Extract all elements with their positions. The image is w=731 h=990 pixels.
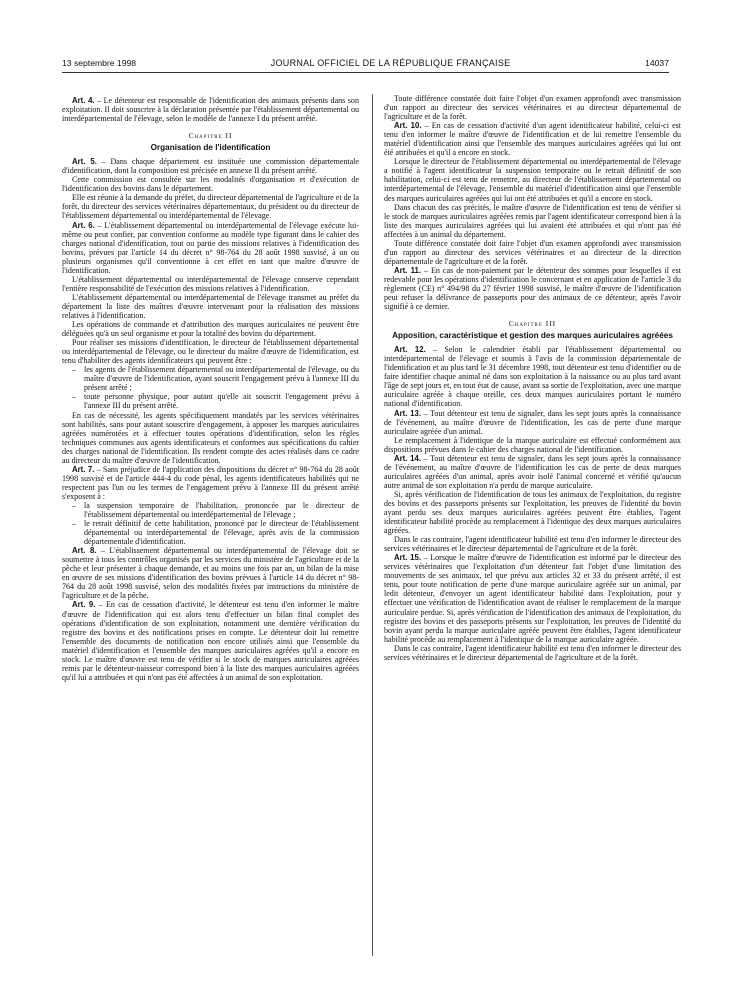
header-page-number: 14037 [645,58,669,68]
article-label: Art. 12. [394,345,426,355]
paragraph: Toute différence constatée doit faire l'objet d'un examen approfondi avec transmission d'un rapport au directeur des services vétérinaires et au directeur de la direction départementale de l'agriculture et de la forêt. [384,238,681,266]
paragraph: Si, après vérification de l'identification de tous les animaux de l'exploitation, du registre des bovins et des passeports présents sur l'exploitation, les preuves de l'identité du bovin ayant perdu ses deux marques auriculaires agréées peuvent être établies, l'agent identificateur habilité procède au remplacement à l'identique des deux marques auriculaires agréées. [384,489,681,536]
list-item: – la suspension temporaire de l'habilitation, prononcée par le directeur de l'établissement départemental ou interdépartemental de l'élevage ; [84,501,359,519]
article-label: Art. 13. [394,408,421,418]
article-label: Art. 11. [394,265,421,275]
header-date: 13 septembre 1998 [62,58,137,68]
column-divider [372,94,373,956]
paragraph: L'établissement départemental ou interdépartemental de l'élevage transmet au préfet du département la liste des maîtres d'œuvre intervenant pour la réalisation des missions relatives à l'identification. [62,292,359,320]
article-13: Art. 13. – Tout détenteur est tenu de signaler, dans les sept jours après la connaissance de l'événement, au maître d'œuvre de l'identification, les cas de perte d'une marque auriculaire agréée d'un animal. [384,408,681,436]
chapter-heading: Chapitre II [188,131,233,141]
dash-list [62,365,359,410]
article-label: Art. 10. [394,121,422,131]
list-item: – le retrait définitif de cette habilitation, prononcé par le directeur de l'établissement départemental ou interdépartemental de l'élevage, après avis de la commission départementale d'identification. [84,519,359,546]
article-11: Art. 11. – En cas de non-paiement par le détenteur des sommes pour lesquelles il est redevable pour les opérations d'identification le concernant et en application de l'article 3 du règlement (CE) n° 494/98 du 27 février 1998 susvisé, le maître d'œuvre de l'identification peut refuser la délivrance de passeports pour des animaux de ce détenteur, après l'avoir signifié à ce dernier. [384,265,681,312]
list-item: – les agents de l'établissement départemental ou interdépartemental de l'élevage, ou du maître d'œuvre de l'identification, ayant souscrit l'engagement prévu à l'annexe III du présent arrêté ; [84,365,359,392]
list-item: – toute personne physique, pour autant qu'elle ait souscrit l'engagement prévu à l'annexe III du présent arrêté. [84,392,359,410]
paragraph: Elle est réunie à la demande du préfet, du directeur départemental de l'agriculture et de la forêt, du directeur des services vétérinaires départementaux, du président ou du directeur de l'établissement départemental ou interdépartemental de l'élevage. [62,193,359,221]
paragraph: Dans le cas contraire, l'agent identificateur habilité est tenu d'en informer le directeur des services vétérinaires et le directeur départemental de l'agriculture et de la forêt. [384,643,681,662]
article-7: Art. 7. – Sans préjudice de l'application des dispositions du décret n° 98-764 du 28 août 1998 susvisé et de l'article 444-4 du code pénal, les agents identificateurs habilités qui ne respectent pas l'un ou les termes de l'engagement prévu à l'annexe III du présent arrêté s'exposent à : [62,464,359,501]
section-title: Apposition, caractéristique et gestion des marques auriculaires agréées [392,331,673,341]
header-rule [62,72,669,73]
article-6: Art. 6. – L'établissement départemental ou interdépartemental de l'élevage exécute lui-même ou peut confier, par convention conforme au modèle type figurant dans le cahier des charges national d'identification, tout ou partie des missions relatives à l'identification des bovins, prévues par l'article 14 du décret n° 98-764 du 28 août 1998 susvisé, à un ou plusieurs organismes qu'il conventionne à cet effet en tant que maître d'œuvre de l'identification. [62,220,359,275]
article-label: Art. 4. [72,96,95,105]
paragraph: L'établissement départemental ou interdépartemental de l'élevage conserve cependant l'entière responsabilité de l'exécution des missions relatives à l'identification. [62,274,359,293]
article-label: Art. 5. [72,157,97,167]
article-12: Art. 12. – Selon le calendrier établi par l'établissement départemental ou interdépartemental de l'élevage et soumis à l'avis de la commission départementale de l'identification et au plus tard le 31 décembre 1998, tout détenteur est tenu d'identifier ou de faire identifier chaque animal né dans son exploitation à la naissance ou au plus tard avant l'âge de sept jours et, en tout état de cause, avant sa sortie de l'exploitation, avec une marque auriculaire agréée à chaque oreille, ces deux marques auriculaires portant le numéro national d'identification. [384,345,682,409]
paragraph: Les opérations de commande et d'attribution des marques auriculaires ne peuvent être déléguées qu'à un seul organisme et pour la totalité des bovins du département. [62,320,359,339]
article-15: Art. 15. – Lorsque le maître d'œuvre de l'identification est informé par le directeur des services vétérinaires que l'exploitation d'un détenteur fait l'objet d'une limitation des mouvements de ses animaux, tel que prévu aux articles 32 et 33 du présent arrêté, il est tenu, pour toute notification de perte d'une marque auriculaire agréée sur un animal, par ledit détenteur, d'envoyer un agent identificateur habilité dans l'exploitation, pour y effectuer une vérification de l'identification avant de réaliser le remplacement de la marque auriculaire perdue. Si, après vérification de l'identification des animaux de l'exploitation, du registre des bovins et des passeports présents sur l'exploitation, les preuves de l'identité du bovin ayant perdu la marque auriculaire agréée peuvent être établies, l'agent identificateur habilité procède au remplacement à l'identique de la marque auriculaire agréée. [384,553,681,644]
right-column [384,94,681,662]
section-title: Organisation de l'identification [150,143,271,153]
article-5: Art. 5. – Dans chaque département est instituée une commission départementale d'identification, dont la composition est précisée en annexe II du présent arrêté. [62,157,359,176]
page-header [62,56,669,70]
article-8: Art. 8. – L'établissement départemental ou interdépartemental de l'élevage doit se soumettre à tous les contrôles organisés par les services du ministère de l'agriculture et de la pêche et leur présenter à chaque demande, et au moins une fois par an, un bilan de la mise en œuvre de ses missions d'identification des bovins prévues à l'article 14 du décret n° 98-764 du 28 août 1998 susvisé, selon des modalités fixées par instructions du ministère de l'agriculture et de la pêche. [62,546,359,601]
article-label: Art. 8. [72,546,97,556]
header-title: JOURNAL OFFICIEL DE LA RÉPUBLIQUE FRANÇAISE [270,58,511,68]
article-label: Art. 6. [72,220,95,230]
article-label: Art. 9. [72,600,96,610]
article-14: Art. 14. – Tout détenteur est tenu de signaler, dans les sept jours après la connaissance de l'événement, au maître d'œuvre de l'identification les cas de perte de deux marques auriculaires agréées d'un animal, après avoir isolé l'animal concerné et vérifié qu'aucun autre animal de son exploitation n'a perdu de marque auriculaire. [384,453,681,490]
article-4: Art. 4. – Le détenteur est responsable de l'identification des animaux présents dans son exploitation. Il doit souscrire à la déclaration présentée par l'établissement départemental ou interdépartemental de l'élevage, selon le modèle de l'annexe I du présent arrêté. [62,96,359,124]
paragraph: Lorsque le directeur de l'établissement départemental ou interdépartemental de l'élevage a notifié à l'agent identificateur la suspension temporaire ou le retrait définitif de son habilitation, celui-ci est tenu de remettre, au directeur de l'établissement départemental ou interdépartemental de l'élevage, l'ensemble du matériel d'identification ainsi que l'ensemble des marques auriculaires agréées qui lui ont été attribuées et qu'il a encore en stock. [384,157,681,203]
article-10: Art. 10. – En cas de cessation d'activité d'un agent identificateur habilité, celui-ci est tenu d'en informer le maître d'œuvre de l'identification et de lui remettre l'ensemble du matériel d'identification ainsi que l'ensemble des marques auriculaires agréées qui lui ont été attribuées et qu'il a encore en stock. [384,121,682,158]
article-label: Art. 7. [72,464,95,474]
paragraph: Pour réaliser ses missions d'identification, le directeur de l'établissement départemental ou interdépartemental de l'élevage, ou le directeur du maître d'œuvre de l'identification, est tenu d'habiliter des agents identificateurs qui peuvent être : [62,338,359,366]
paragraph: Le remplacement à l'identique de la marque auriculaire est effectué conformément aux dispositions prévues dans le cahier des charges national de l'identification. [384,435,681,454]
paragraph: Toute différence constatée doit faire l'objet d'un examen approfondi avec transmission d'un rapport au directeur des services vétérinaires et au directeur départemental de l'agriculture et de la forêt. [384,94,681,122]
paragraph: Dans chacun des cas précités, le maître d'œuvre de l'identification est tenu de vérifier si le stock de marques auriculaires agréées remis par l'agent identificateur correspond bien à la liste des marques auriculaires agréées qui lui avaient été attribuées et qui n'ont pas été affectées à un animal du département. [384,202,681,239]
dash-list [62,501,359,546]
paragraph: En cas de nécessité, les agents spécifiquement mandatés par les services vétérinaires sont habilités, sans pour autant souscrire d'engagement, à apposer les marques auriculaires agréées numérotées et à effectuer toutes opérations d'identification, selon les règles techniques communes aux agents identificateurs et conformes aux spécifications du cahier des charges national de l'identification. Ils rendent compte des actes réalisés dans ce cadre au directeur du maître d'œuvre de l'identification. [62,410,359,465]
article-label: Art. 15. [394,553,422,563]
chapter-heading: Chapitre III [508,319,557,329]
paragraph: Cette commission est consultée sur les modalités d'organisation et d'exécution de l'identification des bovins dans le département. [62,175,359,194]
left-column [62,96,359,682]
article-label: Art. 14. [394,453,421,463]
article-9: Art. 9. – En cas de cessation d'activité, le détenteur est tenu d'en informer le maître d'œuvre de l'identification qui est alors tenu d'effectuer un bilan final complet des opérations d'identification de son exploitation, notamment une dernière vérification du registre des bovins et des notifications prises en compte. Le détenteur doit lui remettre l'ensemble des documents de notification non encore utilisés ainsi que l'ensemble du matériel d'identification et l'ensemble des marques auriculaires agréées qu'il a encore en stock. Le maître d'œuvre est tenu de vérifier si le stock de marques auriculaires agréées remis par le détenteur-naisseur correspond bien à la liste des marques auriculaires agréées qu'il lui a attribuées et qui n'ont pas été affectées à un animal de son exploitation. [62,600,359,682]
paragraph: Dans le cas contraire, l'agent identificateur habilité est tenu d'en informer le directeur des services vétérinaires et le directeur départemental de l'agriculture et de la forêt. [384,535,681,554]
